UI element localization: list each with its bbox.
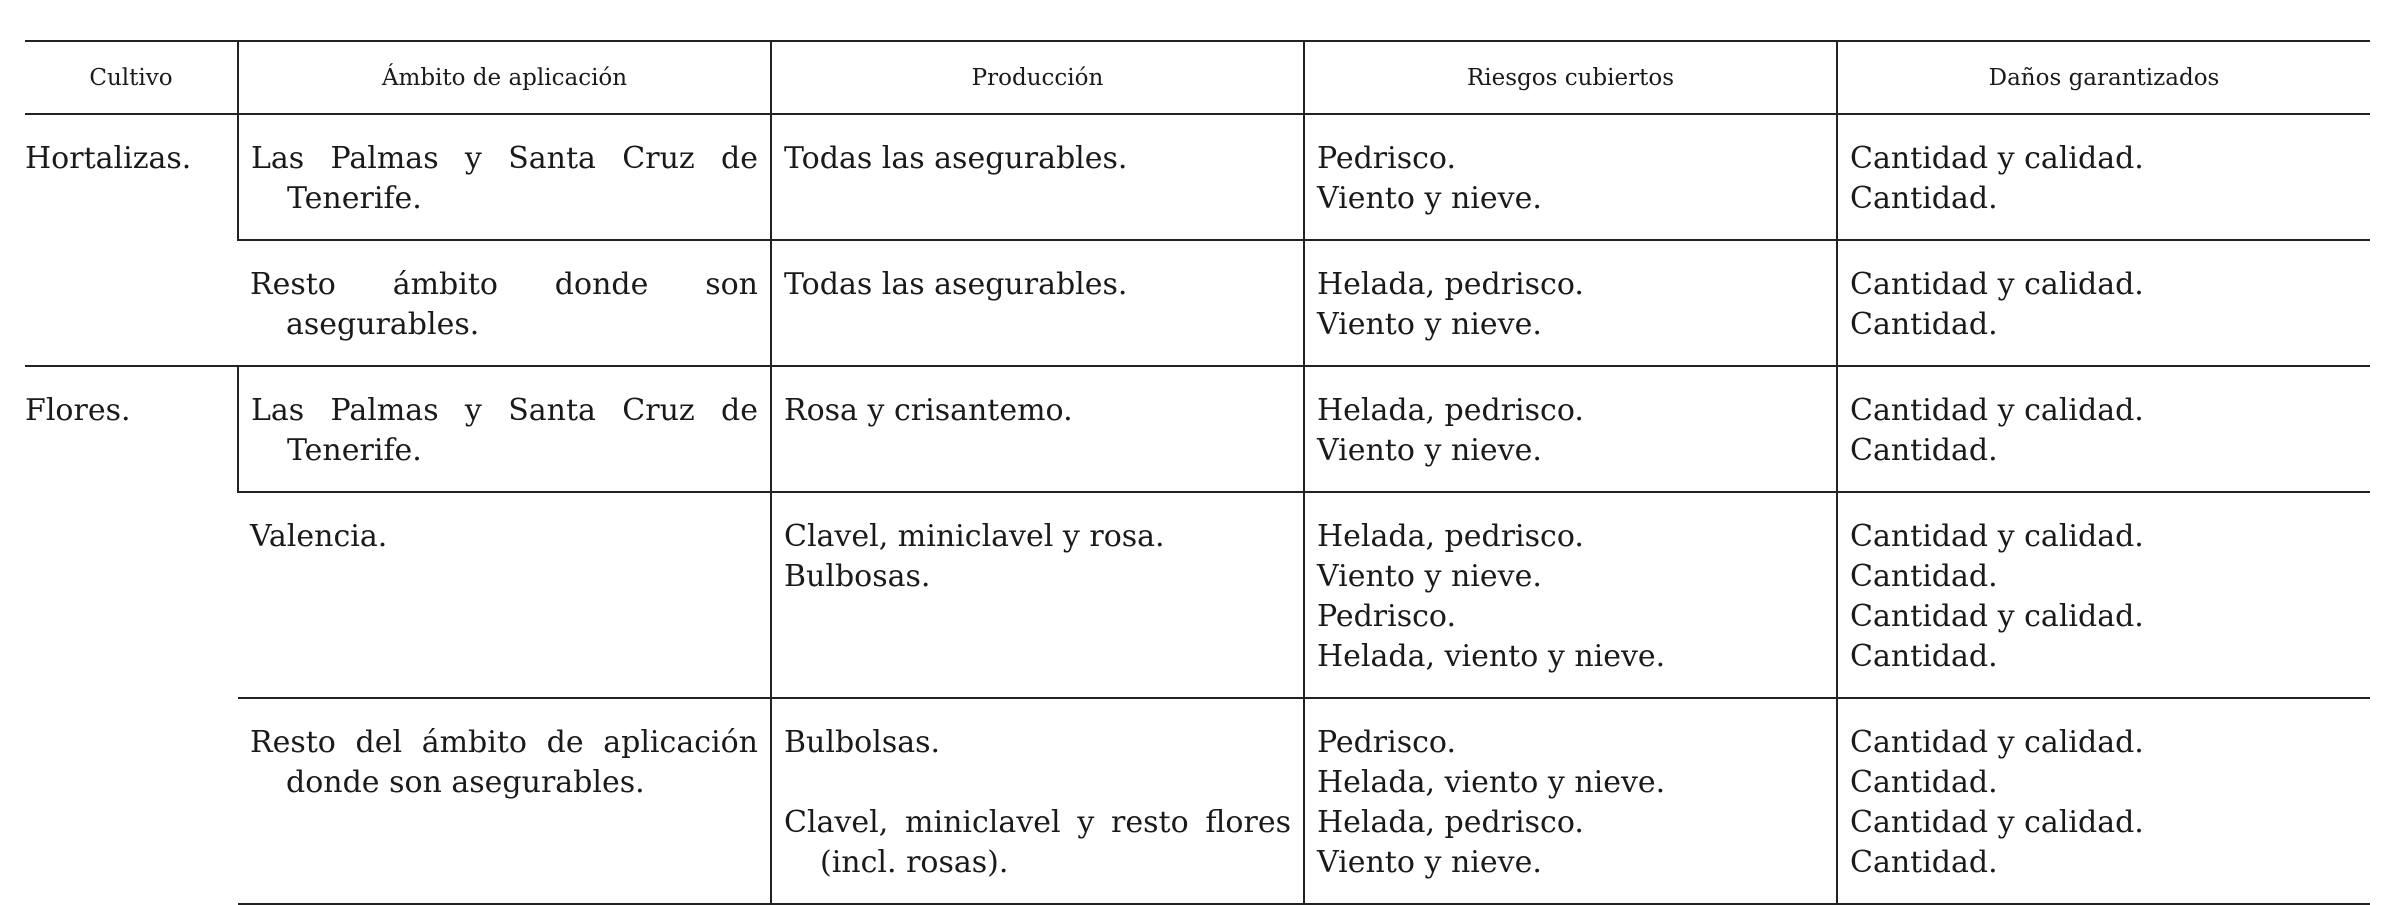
area-cell [238, 698, 771, 904]
damage-line: Cantidad y calidad. [1850, 805, 2144, 840]
table-header [25, 41, 2370, 114]
damage-line: Cantidad. [1850, 181, 1998, 216]
damages-cell [1837, 366, 2370, 492]
area-cell [238, 492, 771, 698]
risk-line: Viento y nieve. [1317, 559, 1542, 594]
production-line: Rosa y crisantemo. [784, 393, 1073, 428]
header-damages: Daños garantizados [1837, 41, 2370, 114]
damages-cell [1837, 114, 2370, 240]
risks-cell [1304, 240, 1837, 366]
risk-line: Helada, viento y nieve. [1317, 765, 1666, 800]
damage-line: Cantidad. [1850, 307, 1998, 342]
production-line: Clavel, miniclavel y rosa. [784, 519, 1165, 554]
damage-line: Cantidad y calidad. [1850, 267, 2144, 302]
risks-cell [1304, 698, 1837, 904]
area-cell [238, 366, 771, 492]
risk-line: Helada, pedrisco. [1317, 519, 1584, 554]
risks-cell [1304, 114, 1837, 240]
damage-line: Cantidad y calidad. [1850, 141, 2144, 176]
risks-cell [1304, 492, 1837, 698]
production-cell [771, 698, 1304, 904]
damage-line: Cantidad. [1850, 433, 1998, 468]
crop-label: Hortalizas. [25, 141, 192, 176]
insurance-coverage-table [25, 40, 2370, 905]
risk-line: Viento y nieve. [1317, 307, 1542, 342]
area-text: Valencia. [250, 519, 388, 554]
risk-line: Viento y nieve. [1317, 845, 1542, 880]
damage-line: Cantidad y calidad. [1850, 393, 2144, 428]
production-line: Bulbosas. [784, 559, 931, 594]
damage-line: Cantidad y calidad. [1850, 599, 2144, 634]
header-area: Ámbito de aplicación [238, 41, 771, 114]
production-spacer [784, 763, 1291, 803]
risks-cell [1304, 366, 1837, 492]
header-crop: Cultivo [25, 41, 238, 114]
crop-cell [25, 366, 238, 904]
header-production: Producción [771, 41, 1304, 114]
risk-line: Pedrisco. [1317, 599, 1456, 634]
production-line: Todas las asegurables. [784, 267, 1128, 302]
area-cell [238, 114, 771, 240]
risk-line: Pedrisco. [1317, 725, 1456, 760]
table-row [25, 698, 2370, 904]
table-row [25, 366, 2370, 492]
area-cell [238, 240, 771, 366]
production-cell [771, 114, 1304, 240]
damages-cell [1837, 698, 2370, 904]
damage-line: Cantidad. [1850, 639, 1998, 674]
area-text: Las Palmas y Santa Cruz de Tenerife. [251, 141, 758, 216]
crop-label: Flores. [25, 393, 131, 428]
crop-cell [25, 114, 238, 366]
risk-line: Viento y nieve. [1317, 181, 1542, 216]
area-text: Resto ámbito donde son asegurables. [250, 267, 758, 342]
risk-line: Helada, pedrisco. [1317, 393, 1584, 428]
production-line: Clavel, miniclavel y resto flores (incl. rosas). [784, 805, 1291, 880]
table-row [25, 114, 2370, 240]
area-text: Resto del ámbito de aplicación donde son asegurables. [250, 725, 758, 800]
production-cell [771, 366, 1304, 492]
production-cell [771, 492, 1304, 698]
production-line: Bulbolsas. [784, 725, 941, 760]
risk-line: Viento y nieve. [1317, 433, 1542, 468]
damage-line: Cantidad. [1850, 765, 1998, 800]
header-row [25, 41, 2370, 114]
header-risks: Riesgos cubiertos [1304, 41, 1837, 114]
production-cell [771, 240, 1304, 366]
area-text: Las Palmas y Santa Cruz de Tenerife. [251, 393, 758, 468]
table-row [25, 240, 2370, 366]
risk-line: Helada, viento y nieve. [1317, 639, 1666, 674]
risk-line: Helada, pedrisco. [1317, 805, 1584, 840]
damages-cell [1837, 492, 2370, 698]
risk-line: Pedrisco. [1317, 141, 1456, 176]
damage-line: Cantidad y calidad. [1850, 519, 2144, 554]
table-body [25, 114, 2370, 904]
damages-cell [1837, 240, 2370, 366]
table-row [25, 492, 2370, 698]
risk-line: Helada, pedrisco. [1317, 267, 1584, 302]
damage-line: Cantidad. [1850, 559, 1998, 594]
damage-line: Cantidad. [1850, 845, 1998, 880]
production-line: Todas las asegurables. [784, 141, 1128, 176]
damage-line: Cantidad y calidad. [1850, 725, 2144, 760]
